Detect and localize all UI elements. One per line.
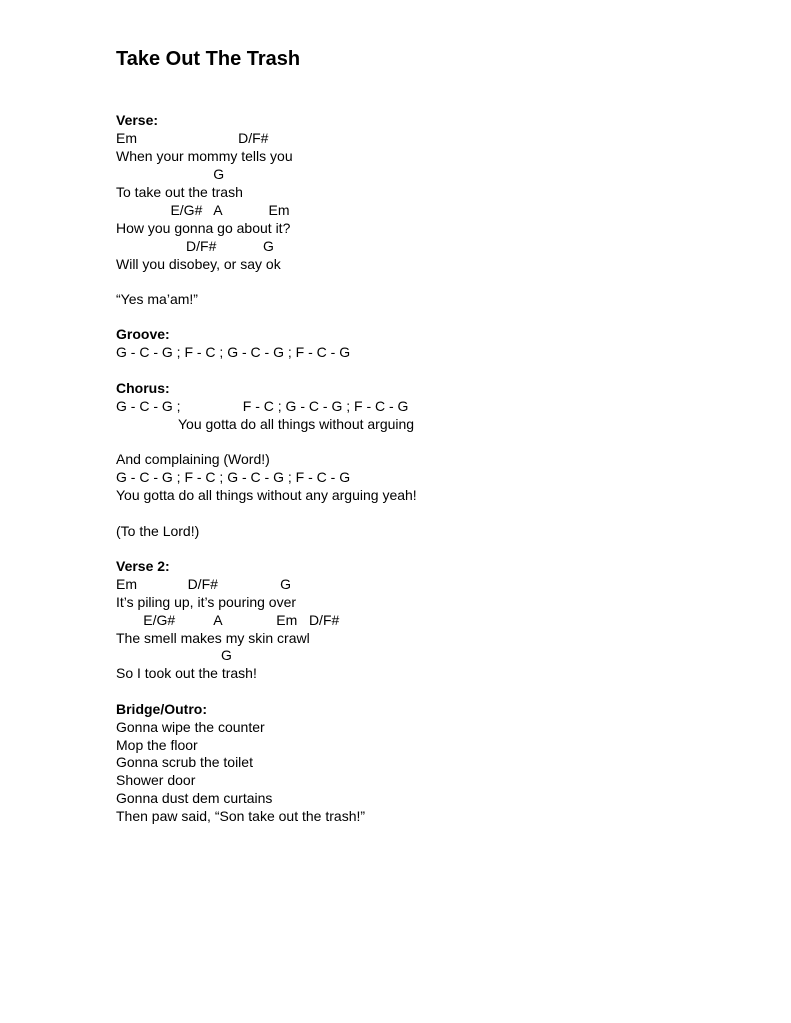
section-heading-bridge-outro: Bridge/Outro: xyxy=(116,701,207,717)
chord-line: Em D/F# xyxy=(116,130,269,146)
lyric-line: (To the Lord!) xyxy=(116,523,200,539)
lyric-line: Shower door xyxy=(116,772,196,788)
lyric-line: So I took out the trash! xyxy=(116,665,257,681)
chord-line: G - C - G ; F - C ; G - C - G ; F - C - G xyxy=(116,469,351,485)
lyric-line: Then paw said, “Son take out the trash!” xyxy=(116,808,366,824)
lyric-line: Will you disobey, or say ok xyxy=(116,256,281,272)
section-heading-verse-2: Verse 2: xyxy=(116,558,170,574)
lyric-line: It’s piling up, it’s pouring over xyxy=(116,594,297,610)
lyric-line: And complaining (Word!) xyxy=(116,451,270,467)
lyric-line: “Yes ma’am!” xyxy=(116,291,198,307)
chord-line: G xyxy=(116,166,225,182)
chord-line: Em D/F# G xyxy=(116,576,292,592)
lyric-line: When your mommy tells you xyxy=(116,148,293,164)
lyric-line: The smell makes my skin crawl xyxy=(116,630,310,646)
lyric-line: You gotta do all things without any arguing yeah! xyxy=(116,487,417,503)
chord-line: G xyxy=(116,647,232,663)
lyric-line: Gonna scrub the toilet xyxy=(116,754,253,770)
lyric-line: Gonna dust dem curtains xyxy=(116,790,273,806)
song-title: Take Out The Trash xyxy=(116,48,301,70)
lyric-line: You gotta do all things without arguing xyxy=(116,416,415,432)
chord-line: G - C - G ; F - C ; G - C - G ; F - C - G xyxy=(116,398,409,414)
section-heading-verse: Verse: xyxy=(116,112,159,128)
chord-line: E/G# A Em xyxy=(116,202,290,218)
lyric-line: Mop the floor xyxy=(116,737,198,753)
lyric-line: To take out the trash xyxy=(116,184,243,200)
lyric-line: Gonna wipe the counter xyxy=(116,719,265,735)
lyric-line: How you gonna go about it? xyxy=(116,220,291,236)
chord-line: G - C - G ; F - C ; G - C - G ; F - C - G xyxy=(116,344,351,360)
section-heading-groove: Groove: xyxy=(116,326,170,342)
chord-line: E/G# A Em D/F# xyxy=(116,612,340,628)
chord-line: D/F# G xyxy=(116,238,274,254)
section-heading-chorus: Chorus: xyxy=(116,380,170,396)
